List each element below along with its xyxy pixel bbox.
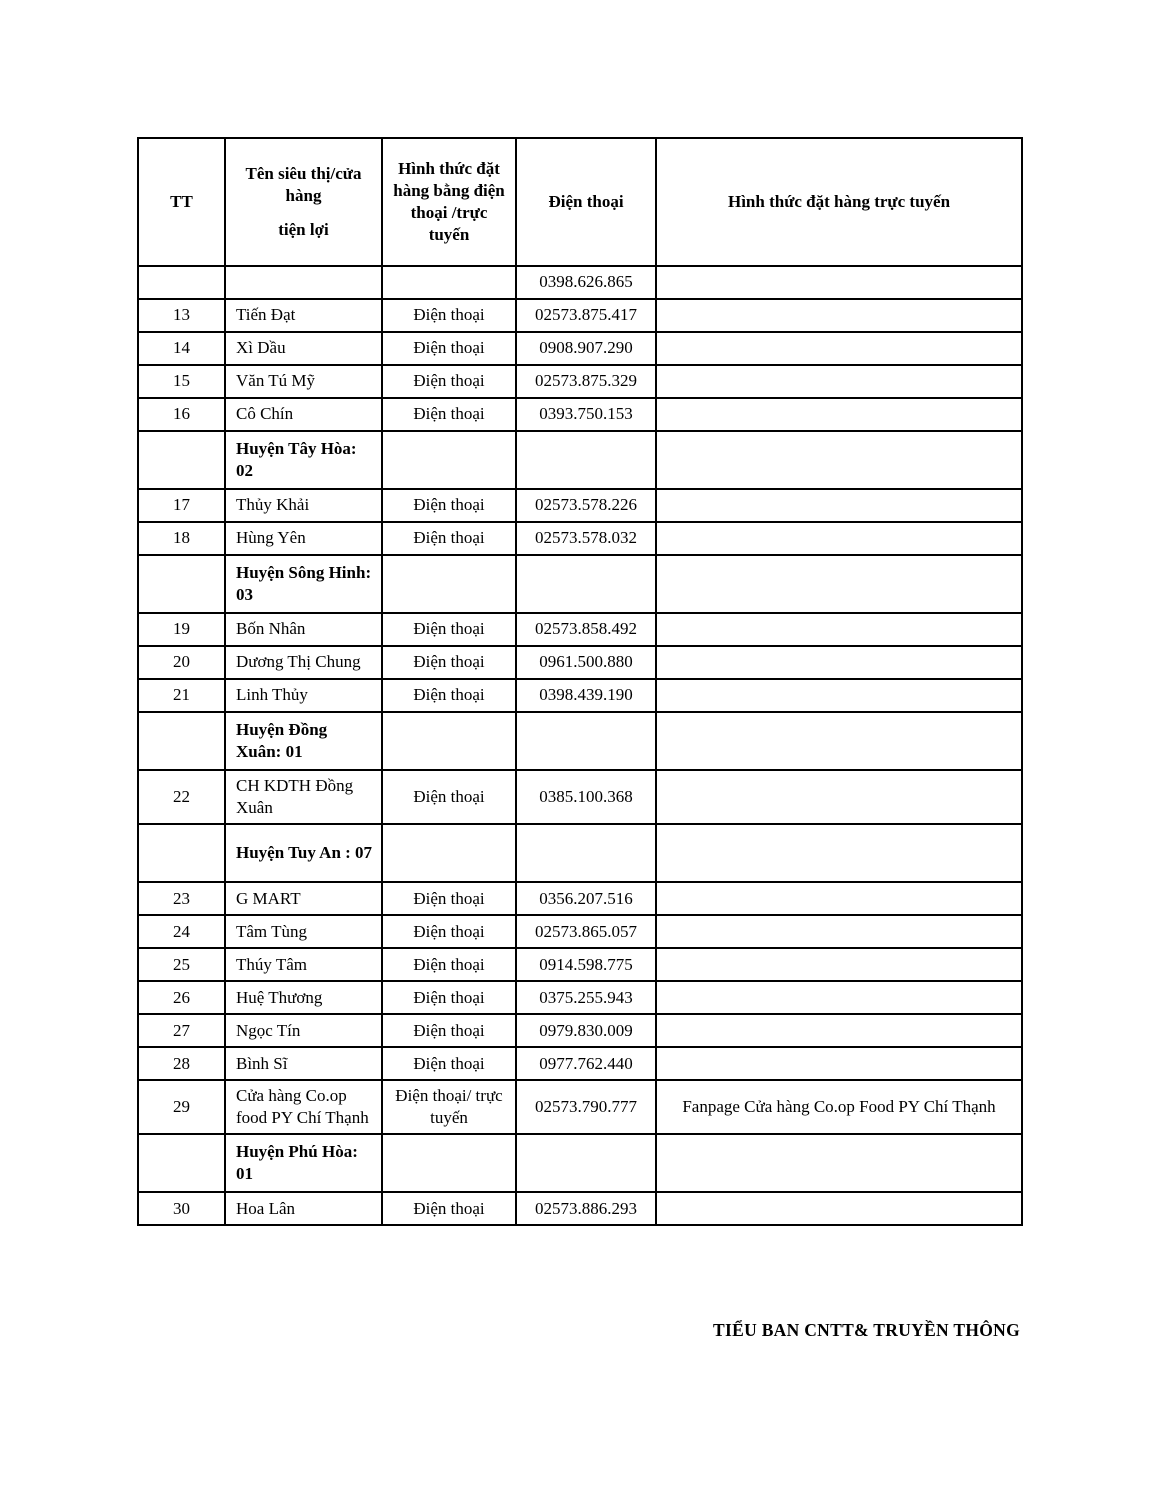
cell-order-method	[382, 824, 516, 882]
cell-online-order	[656, 712, 1022, 770]
cell-phone: 02573.578.032	[516, 522, 656, 555]
store-row	[138, 679, 1022, 712]
cell-order-method: Điện thoại	[382, 299, 516, 332]
cell-phone: 0398.439.190	[516, 679, 656, 712]
cell-tt-empty	[138, 1134, 225, 1192]
district-section-row	[138, 712, 1022, 770]
cell-phone	[516, 712, 656, 770]
header-order-method: Hình thức đặt hàng bằng điện thoại /trực tuyến	[382, 138, 516, 266]
district-section-row	[138, 431, 1022, 489]
cell-online-order	[656, 1047, 1022, 1080]
cell-online-order	[656, 613, 1022, 646]
cell-order-method: Điện thoại	[382, 948, 516, 981]
cell-store-name: G MART	[225, 882, 382, 915]
cell-online-order	[656, 882, 1022, 915]
cell-order-method	[382, 431, 516, 489]
cell-online-order	[656, 1192, 1022, 1225]
cell-phone: 02573.865.057	[516, 915, 656, 948]
footer-signature: TIỂU BAN CNTT& TRUYỀN THÔNG	[713, 1320, 1020, 1340]
cell-tt: 20	[138, 646, 225, 679]
cell-online-order	[656, 266, 1022, 299]
cell-tt: 19	[138, 613, 225, 646]
cell-online-order	[656, 555, 1022, 613]
cell-tt: 15	[138, 365, 225, 398]
store-row	[138, 915, 1022, 948]
cell-phone: 02573.875.329	[516, 365, 656, 398]
cell-phone: 0393.750.153	[516, 398, 656, 431]
cell-order-method: Điện thoại	[382, 489, 516, 522]
cell-order-method: Điện thoại	[382, 1047, 516, 1080]
cell-order-method: Điện thoại	[382, 522, 516, 555]
store-row	[138, 489, 1022, 522]
cell-tt: 26	[138, 981, 225, 1014]
header-store-name-line2: tiện lợi	[278, 220, 329, 240]
cell-tt: 29	[138, 1080, 225, 1134]
cell-order-method: Điện thoại	[382, 1192, 516, 1225]
cell-tt: 30	[138, 1192, 225, 1225]
cell-phone: 02573.578.226	[516, 489, 656, 522]
cell-tt	[138, 266, 225, 299]
header-online-order: Hình thức đặt hàng trực tuyến	[656, 138, 1022, 266]
cell-store-name: Tiến Đạt	[225, 299, 382, 332]
cell-store-name: Bình Sĩ	[225, 1047, 382, 1080]
district-section-row	[138, 1134, 1022, 1192]
cell-online-order	[656, 679, 1022, 712]
store-row	[138, 266, 1022, 299]
cell-tt: 22	[138, 770, 225, 824]
store-row	[138, 1014, 1022, 1047]
cell-order-method: Điện thoại	[382, 770, 516, 824]
cell-order-method: Điện thoại	[382, 915, 516, 948]
cell-online-order	[656, 1134, 1022, 1192]
cell-tt-empty	[138, 824, 225, 882]
cell-store-name: Cửa hàng Co.op food PY Chí Thạnh	[225, 1080, 382, 1134]
store-row	[138, 299, 1022, 332]
store-table	[137, 137, 1023, 1226]
store-row	[138, 981, 1022, 1014]
cell-order-method: Điện thoại	[382, 646, 516, 679]
cell-online-order	[656, 431, 1022, 489]
cell-store-name: Thúy Tâm	[225, 948, 382, 981]
cell-tt: 18	[138, 522, 225, 555]
cell-store-name: CH KDTH Đồng Xuân	[225, 770, 382, 824]
store-row	[138, 882, 1022, 915]
cell-store-name: Hoa Lân	[225, 1192, 382, 1225]
store-row	[138, 646, 1022, 679]
cell-district-name: Huyện Đồng Xuân: 01	[225, 712, 382, 770]
cell-store-name: Cô Chín	[225, 398, 382, 431]
cell-order-method: Điện thoại	[382, 679, 516, 712]
cell-phone	[516, 555, 656, 613]
cell-district-name: Huyện Sông Hinh: 03	[225, 555, 382, 613]
store-row	[138, 332, 1022, 365]
cell-online-order	[656, 981, 1022, 1014]
cell-order-method	[382, 266, 516, 299]
cell-phone: 02573.858.492	[516, 613, 656, 646]
cell-tt-empty	[138, 712, 225, 770]
cell-online-order	[656, 646, 1022, 679]
cell-tt: 28	[138, 1047, 225, 1080]
store-row	[138, 1192, 1022, 1225]
cell-store-name: Hùng Yên	[225, 522, 382, 555]
store-row	[138, 398, 1022, 431]
cell-store-name: Linh Thủy	[225, 679, 382, 712]
cell-order-method: Điện thoại	[382, 1014, 516, 1047]
cell-online-order	[656, 915, 1022, 948]
cell-store-name: Xì Dầu	[225, 332, 382, 365]
cell-online-order	[656, 1014, 1022, 1047]
cell-phone: 0908.907.290	[516, 332, 656, 365]
cell-district-name: Huyện Phú Hòa: 01	[225, 1134, 382, 1192]
cell-store-name	[225, 266, 382, 299]
cell-tt: 25	[138, 948, 225, 981]
cell-online-order	[656, 948, 1022, 981]
cell-order-method: Điện thoại	[382, 882, 516, 915]
cell-phone: 0398.626.865	[516, 266, 656, 299]
cell-phone: 0914.598.775	[516, 948, 656, 981]
district-section-row	[138, 824, 1022, 882]
cell-tt-empty	[138, 431, 225, 489]
cell-order-method: Điện thoại	[382, 332, 516, 365]
cell-online-order	[656, 398, 1022, 431]
cell-phone: 0375.255.943	[516, 981, 656, 1014]
cell-phone: 02573.875.417	[516, 299, 656, 332]
cell-store-name: Bốn Nhân	[225, 613, 382, 646]
cell-online-order: Fanpage Cửa hàng Co.op Food PY Chí Thạnh	[656, 1080, 1022, 1134]
store-row	[138, 613, 1022, 646]
cell-phone	[516, 1134, 656, 1192]
cell-phone	[516, 431, 656, 489]
header-phone: Điện thoại	[516, 138, 656, 266]
cell-order-method: Điện thoại	[382, 981, 516, 1014]
cell-phone	[516, 824, 656, 882]
cell-tt-empty	[138, 555, 225, 613]
cell-online-order	[656, 770, 1022, 824]
cell-phone: 02573.886.293	[516, 1192, 656, 1225]
cell-order-method: Điện thoại	[382, 398, 516, 431]
store-row	[138, 1047, 1022, 1080]
cell-online-order	[656, 824, 1022, 882]
cell-phone: 02573.790.777	[516, 1080, 656, 1134]
cell-phone: 0356.207.516	[516, 882, 656, 915]
cell-store-name: Tâm Tùng	[225, 915, 382, 948]
cell-order-method	[382, 712, 516, 770]
table-body	[138, 266, 1022, 1225]
cell-store-name: Ngọc Tín	[225, 1014, 382, 1047]
cell-tt: 27	[138, 1014, 225, 1047]
cell-order-method: Điện thoại	[382, 365, 516, 398]
cell-tt: 21	[138, 679, 225, 712]
cell-phone: 0385.100.368	[516, 770, 656, 824]
cell-store-name: Huệ Thương	[225, 981, 382, 1014]
store-row	[138, 770, 1022, 824]
district-section-row	[138, 555, 1022, 613]
store-row	[138, 1080, 1022, 1134]
store-row	[138, 522, 1022, 555]
cell-online-order	[656, 522, 1022, 555]
cell-store-name: Dương Thị Chung	[225, 646, 382, 679]
cell-store-name: Thủy Khải	[225, 489, 382, 522]
cell-online-order	[656, 489, 1022, 522]
header-store-name-line1: Tên siêu thị/cửa hàng	[245, 163, 362, 205]
header-store-name	[225, 138, 382, 266]
cell-online-order	[656, 299, 1022, 332]
cell-order-method: Điện thoại/ trực tuyến	[382, 1080, 516, 1134]
header-tt: TT	[138, 138, 225, 266]
cell-phone: 0979.830.009	[516, 1014, 656, 1047]
cell-tt: 13	[138, 299, 225, 332]
cell-tt: 16	[138, 398, 225, 431]
store-row	[138, 365, 1022, 398]
store-row	[138, 948, 1022, 981]
cell-tt: 24	[138, 915, 225, 948]
cell-order-method: Điện thoại	[382, 613, 516, 646]
cell-online-order	[656, 332, 1022, 365]
cell-store-name: Văn Tú Mỹ	[225, 365, 382, 398]
cell-district-name: Huyện Tây Hòa: 02	[225, 431, 382, 489]
cell-tt: 14	[138, 332, 225, 365]
cell-tt: 17	[138, 489, 225, 522]
cell-district-name: Huyện Tuy An : 07	[225, 824, 382, 882]
cell-order-method	[382, 555, 516, 613]
cell-tt: 23	[138, 882, 225, 915]
cell-phone: 0977.762.440	[516, 1047, 656, 1080]
cell-online-order	[656, 365, 1022, 398]
cell-phone: 0961.500.880	[516, 646, 656, 679]
header-row	[138, 138, 1022, 266]
cell-order-method	[382, 1134, 516, 1192]
